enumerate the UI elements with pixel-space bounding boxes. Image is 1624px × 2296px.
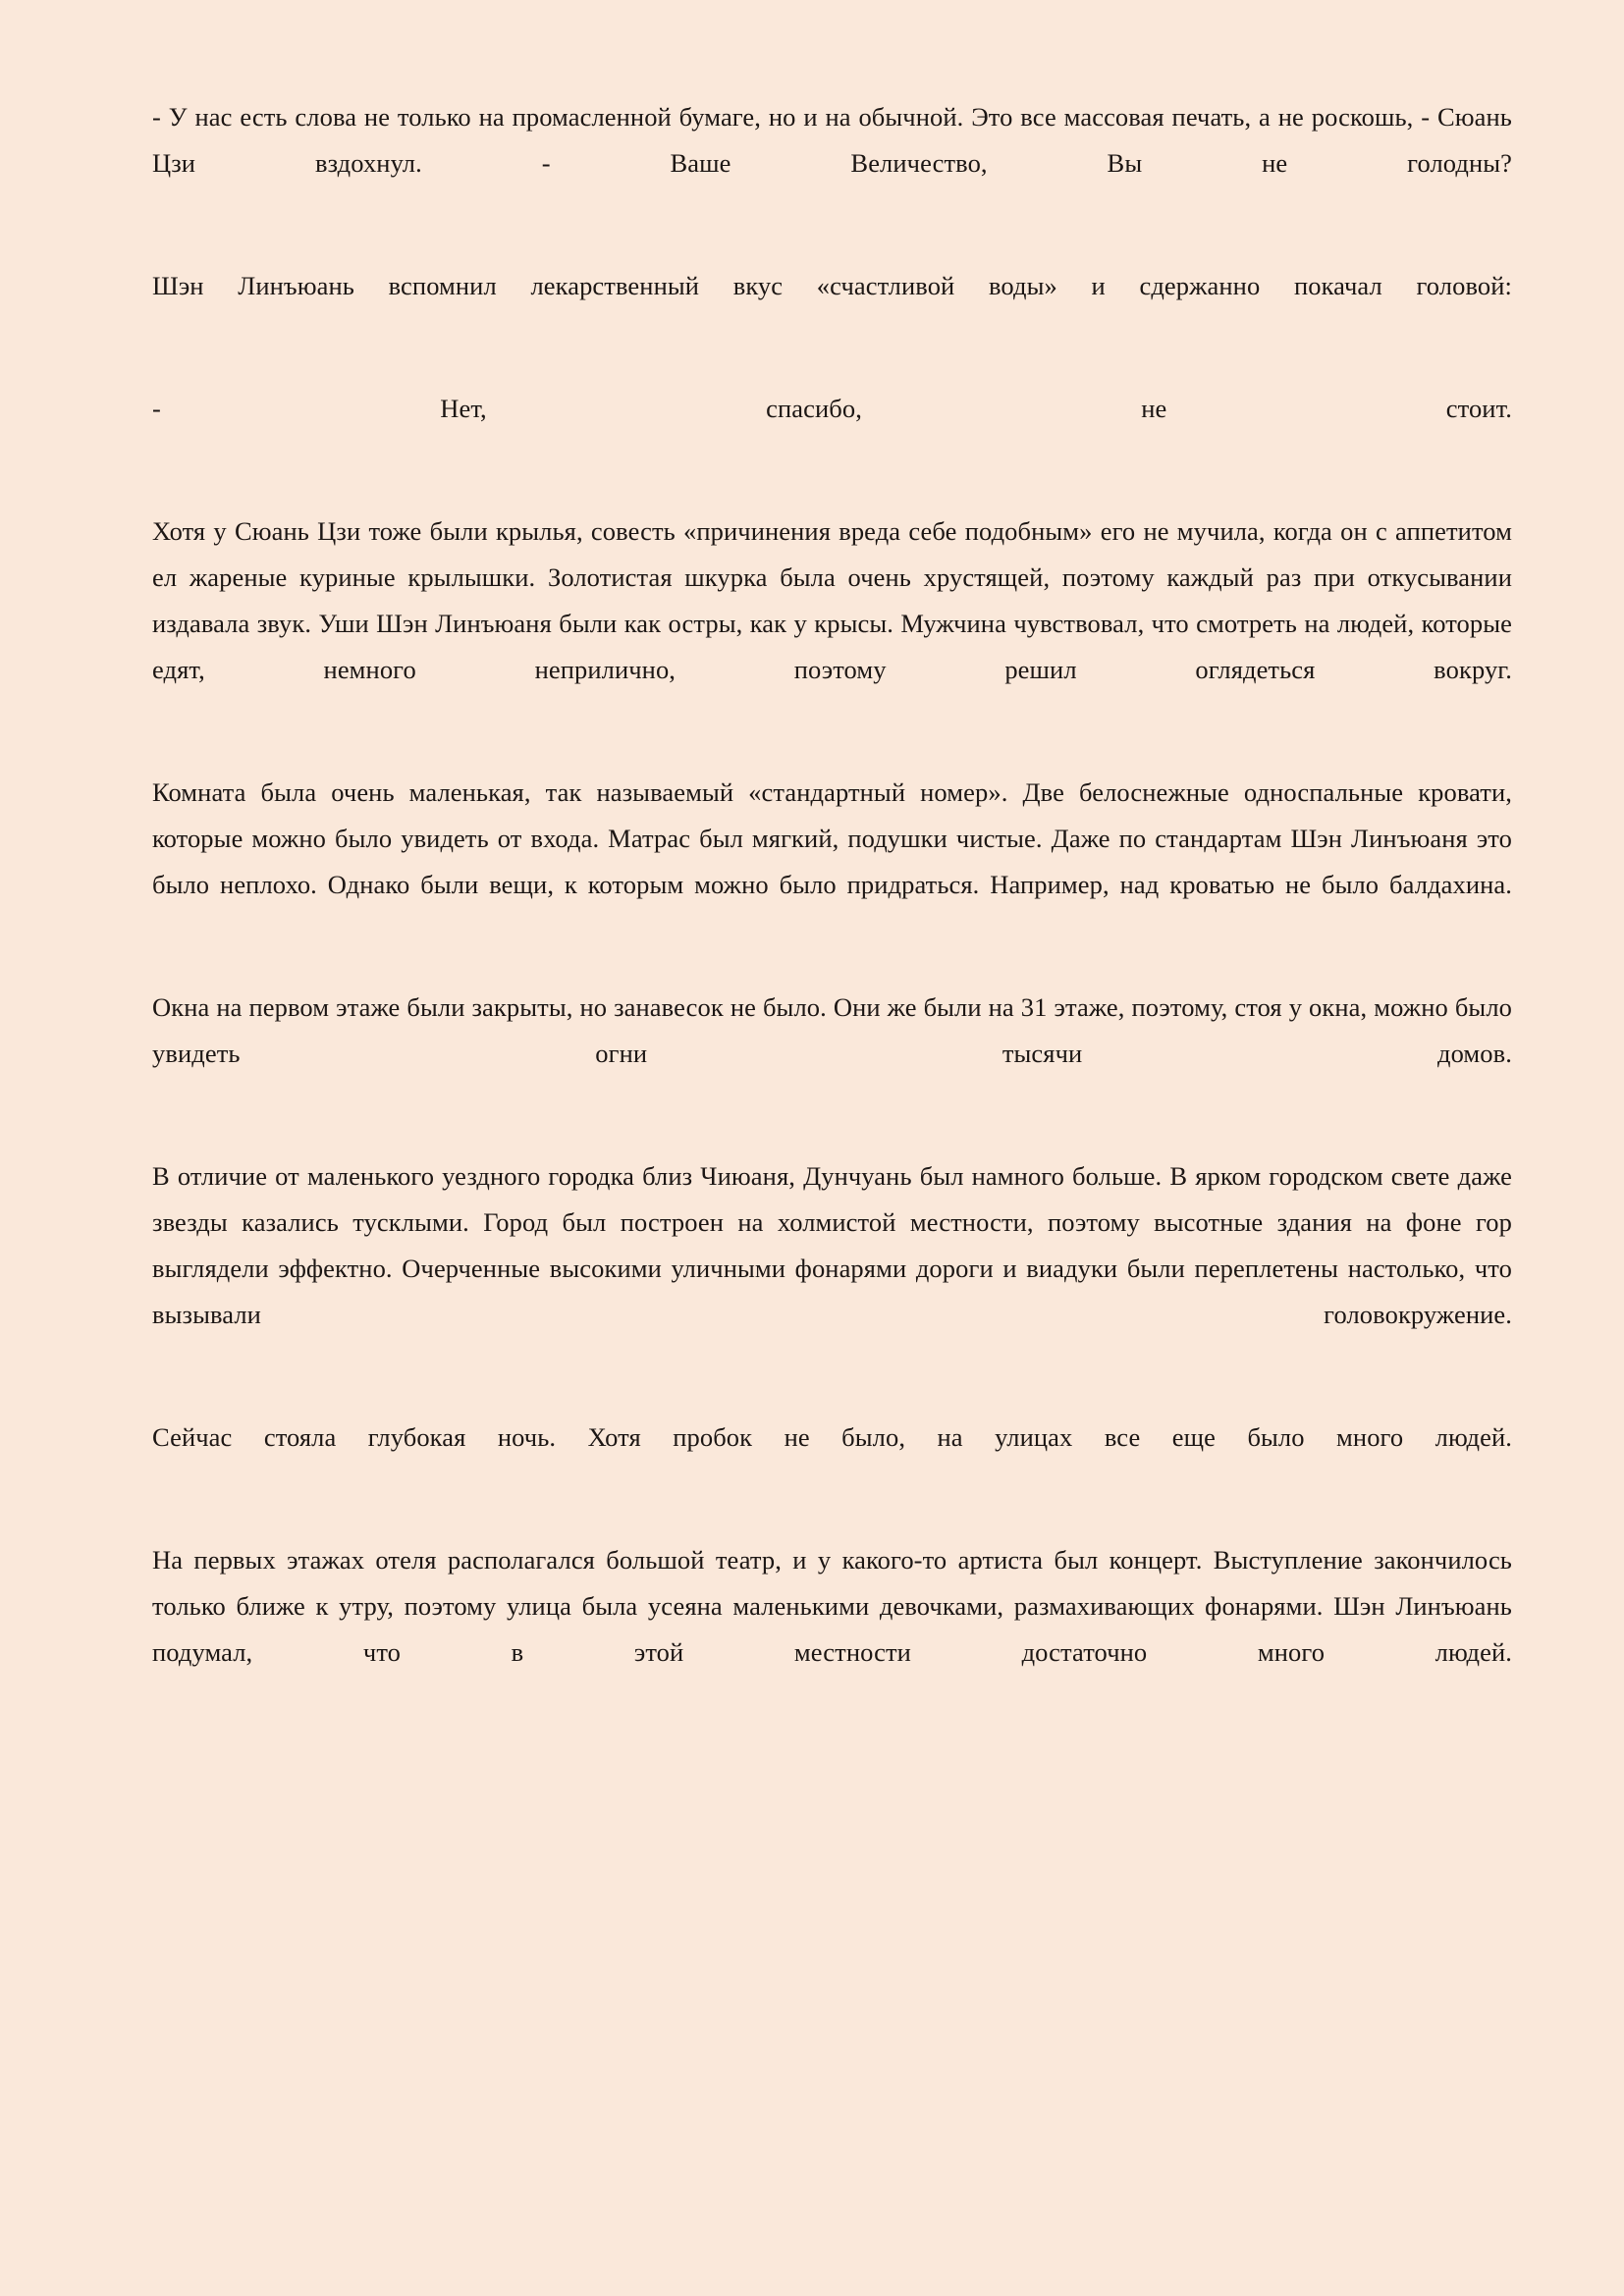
document-body bbox=[152, 94, 1512, 1722]
paragraph: - У нас есть слова не только на промасленной бумаге, но и на обычной. Это все массовая печать, а не роскошь, - Сюань Цзи вздохнул. - Ваше Величество, Вы не голодны? bbox=[152, 102, 1512, 178]
paragraph: Сейчас стояла глубокая ночь. Хотя пробок не было, на улицах все еще было много людей. bbox=[152, 1422, 1512, 1452]
paragraph: Окна на первом этаже были закрыты, но занавесок не было. Они же были на 31 этаже, поэтому, стоя у окна, можно было увидеть огни тысячи домов. bbox=[152, 992, 1512, 1068]
paragraph: На первых этажах отеля располагался большой театр, и у какого-то артиста был концерт. Выступление закончилось только ближе к утру, поэтому улица была усеяна маленькими девочками, размахивающих фонарями. Шэн Линъюань подумал, что в этой местности достаточно много людей. bbox=[152, 1545, 1512, 1667]
paragraph: Комната была очень маленькая, так называемый «стандартный номер». Две белоснежные односпальные кровати, которые можно было увидеть от входа. Матрас был мягкий, подушки чистые. Даже по стандартам Шэн Линъюаня это было неплохо. Однако были вещи, к которым можно было придраться. Например, над кроватью не было балдахина. bbox=[152, 777, 1512, 899]
paragraph: Шэн Линъюань вспомнил лекарственный вкус «счастливой воды» и сдержанно покачал головой: bbox=[152, 271, 1512, 300]
paragraph: - Нет, спасибо, не стоит. bbox=[152, 394, 1512, 423]
paragraph: Хотя у Сюань Цзи тоже были крылья, совесть «причинения вреда себе подобным» его не мучила, когда он с аппетитом ел жареные куриные крылышки. Золотистая шкурка была очень хрустящей, поэтому каждый раз при откусывании издавала звук. Уши Шэн Линъюаня были как остры, как у крысы. Мужчина чувствовал, что смотреть на людей, которые едят, немного неприлично, поэтому решил оглядеться вокруг. bbox=[152, 516, 1512, 684]
paragraph: В отличие от маленького уездного городка близ Чиюаня, Дунчуань был намного больше. В ярком городском свете даже звезды казались тусклыми. Город был построен на холмистой местности, поэтому высотные здания на фоне гор выглядели эффектно. Очерченные высокими уличными фонарями дороги и виадуки были переплетены настолько, что вызывали головокружение. bbox=[152, 1161, 1512, 1329]
